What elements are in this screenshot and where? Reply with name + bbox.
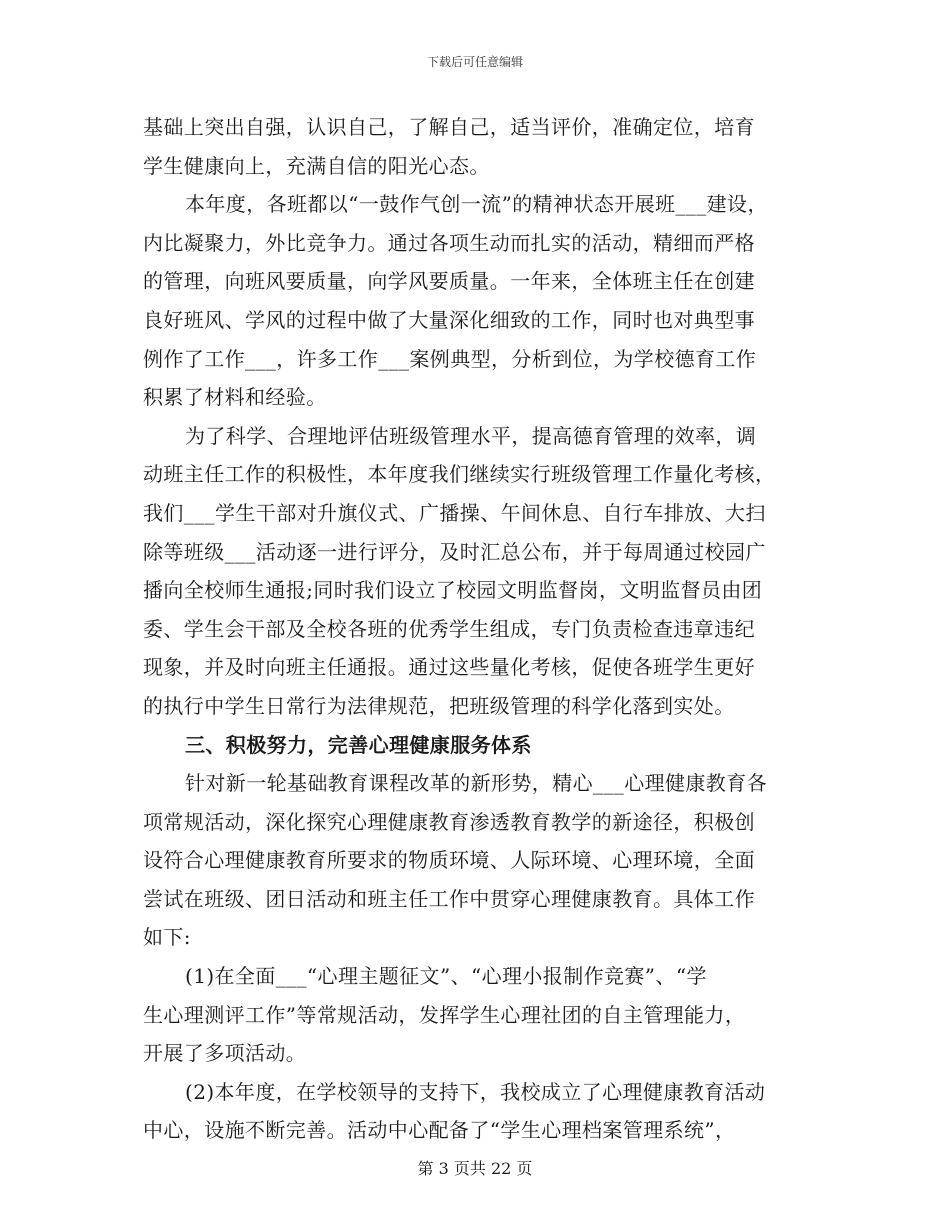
paragraph-line: 如下: [143, 925, 191, 950]
paragraph-line: 内比凝聚力，外比竞争力。通过各项生动而扎实的活动，精细而严格 [143, 230, 755, 255]
paragraph-line: 基础上突出自强，认识自己，了解自己，适当评价，准确定位，培育 [143, 115, 755, 139]
paragraph-line: 针对新一轮基础教育课程改革的新形势，精心___心理健康教育各 [185, 771, 767, 796]
paragraph-line: 我们___学生干部对升旗仪式、广播操、午间休息、自行车排放、大扫 [143, 500, 766, 525]
paragraph-line: 的管理，向班风要质量，向学风要质量。一年来，全体班主任在创建 [143, 269, 755, 294]
paragraph-line: 委、学生会干部及全校各班的优秀学生组成，专门负责检查违章违纪 [143, 616, 755, 641]
paragraph-line: 中心，设施不断完善。活动中心配备了“学生心理档案管理系统”， [143, 1118, 736, 1143]
paragraph-line: 设符合心理健康教育所要求的物质环境、人际环境、心理环境，全面 [143, 848, 755, 873]
paragraph-line: (1)在全面___“心理主题征文”、“心理小报制作竞赛”、“学 [185, 964, 707, 989]
paragraph-line: 开展了多项活动。 [143, 1041, 307, 1066]
paragraph-line: 尝试在班级、团日活动和班主任工作中贯穿心理健康教育。具体工作 [143, 886, 755, 911]
paragraph-line: 现象，并及时向班主任通报。通过这些量化考核，促使各班学生更好 [143, 655, 755, 680]
paragraph-line: 学生健康向上，充满自信的阳光心态。 [143, 153, 490, 178]
paragraph-line: 为了科学、合理地评估班级管理水平，提高德育管理的效率，调 [185, 423, 757, 448]
document-body [143, 108, 823, 1150]
paragraph-line: 播向全校师生通报;同时我们设立了校园文明监督岗，文明监督员由团 [143, 578, 763, 603]
paragraph-line: 生心理测评工作”等常规活动，发挥学生心理社团的自主管理能力， [143, 1002, 746, 1027]
header-note: 下载后可任意编辑 [426, 55, 523, 69]
paragraph-line: 例作了工作___，许多工作___案例典型，分析到位，为学校德育工作 [143, 346, 757, 371]
paragraph-line: 本年度，各班都以“一鼓作气创一流”的精神状态开展班___建设， [185, 192, 768, 217]
paragraph-line: 动班主任工作的积极性，本年度我们继续实行班级管理工作量化考核， [143, 462, 776, 487]
paragraph-line: 除等班级___活动逐一进行评分，及时汇总公布，并于每周通过校园广 [143, 539, 766, 564]
paragraph-line: 的执行中学生日常行为法律规范，把班级管理的科学化落到实处。 [143, 693, 735, 718]
paragraph-line: 积累了材料和经验。 [143, 385, 327, 410]
paragraph-line: 项常规活动，深化探究心理健康教育渗透教育教学的新途径，积极创 [143, 809, 755, 834]
page-footer: 第 3 页共 22 页 [417, 1159, 533, 1178]
section-heading: 三、积极努力，完善心理健康服务体系 [185, 732, 532, 757]
paragraph-line: 良好班风、学风的过程中做了大量深化细致的工作，同时也对典型事 [143, 307, 755, 332]
paragraph-line: (2)本年度，在学校领导的支持下，我校成立了心理健康教育活动 [185, 1079, 766, 1104]
